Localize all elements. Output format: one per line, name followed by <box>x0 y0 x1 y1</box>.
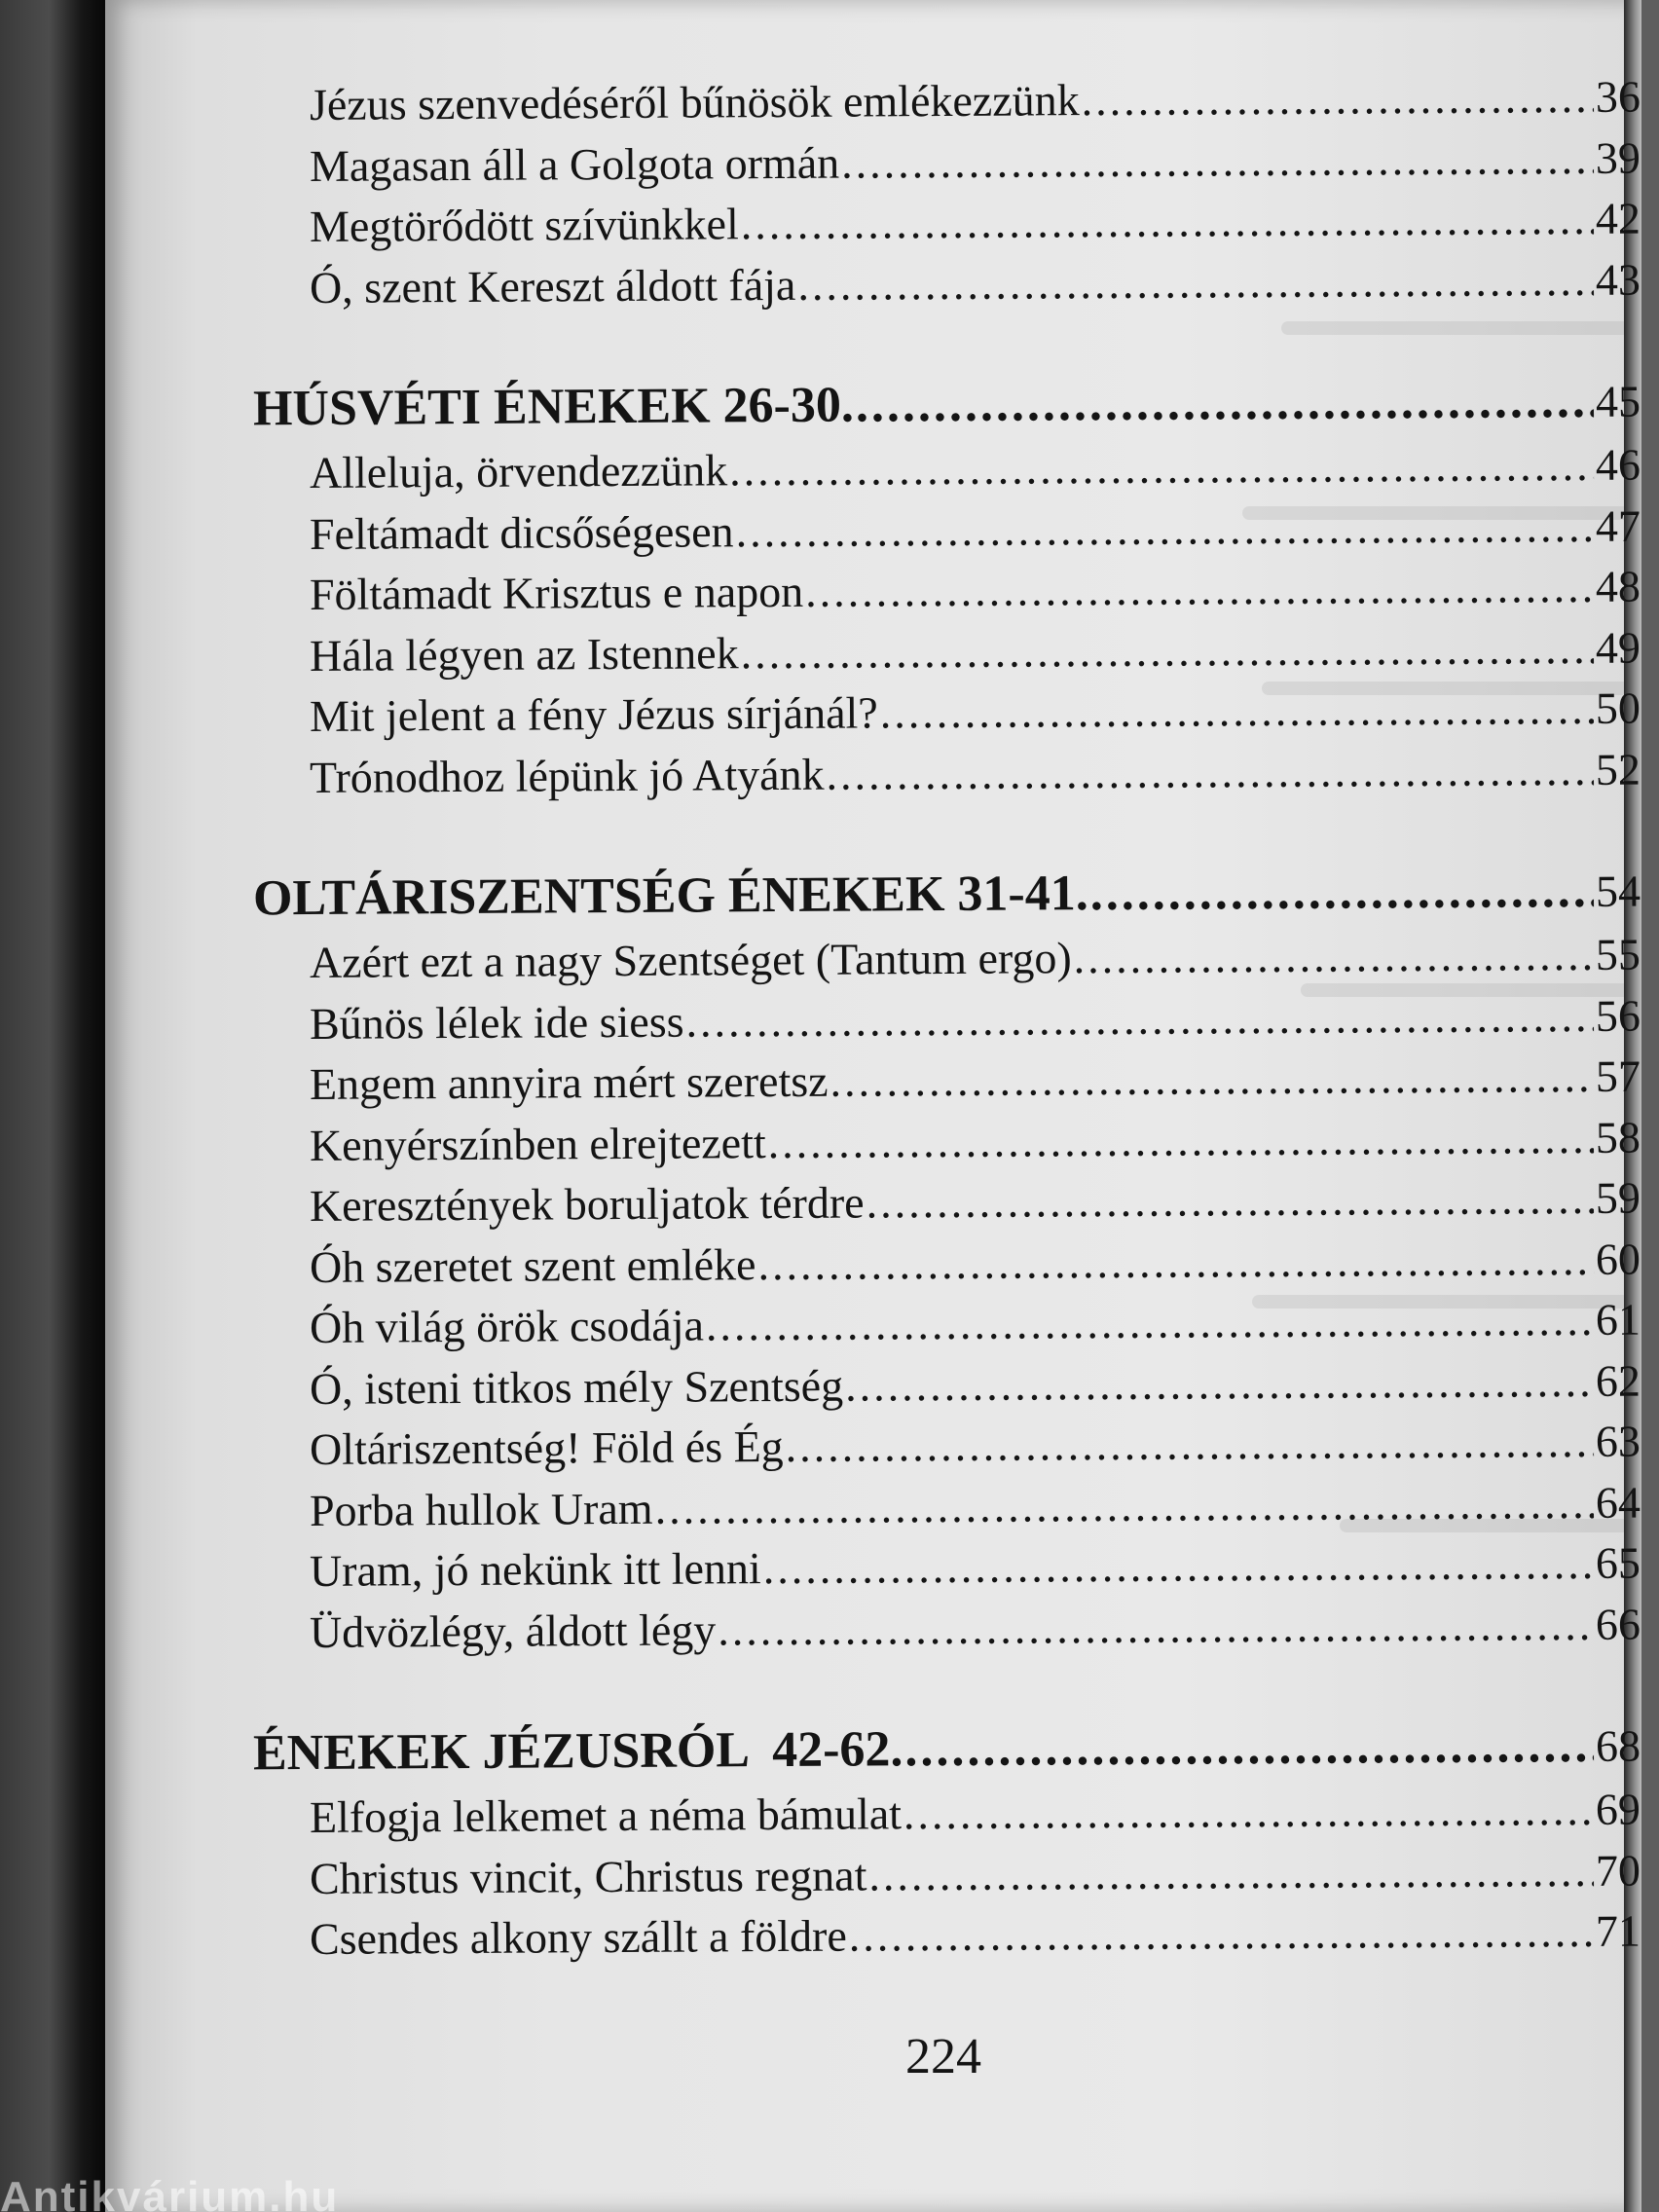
toc-entry <box>146 1412 1641 1482</box>
toc-entry-page: 46 <box>1595 439 1641 490</box>
dot-leader <box>826 739 1594 804</box>
toc-entry-page: 47 <box>1595 500 1641 551</box>
dot-leader <box>741 189 1595 255</box>
toc-entry-page: 48 <box>1595 561 1641 611</box>
toc-entry-title: Hála légyen az Istennek <box>309 627 739 681</box>
section-page: 54 <box>1595 866 1641 916</box>
toc-entry <box>146 1780 1641 1850</box>
toc-entry <box>146 1472 1641 1542</box>
dot-leader <box>849 1901 1595 1967</box>
section-page: 45 <box>1595 376 1641 426</box>
dot-leader <box>685 985 1594 1051</box>
toc-entry-page: 49 <box>1595 622 1641 673</box>
toc-entry-page: 63 <box>1595 1416 1641 1466</box>
toc-entry-page: 55 <box>1595 929 1641 979</box>
toc-entry-title: Ó, szent Kereszt áldott fája <box>309 259 796 313</box>
dot-leader <box>830 1047 1594 1112</box>
toc-entry-title: Elfogja lelkemet a néma bámulat <box>309 1788 903 1842</box>
toc-entry <box>146 679 1641 749</box>
toc-section-heading <box>146 857 1641 934</box>
toc-entry-page: 50 <box>1595 682 1641 733</box>
toc-entry <box>146 128 1641 198</box>
toc-entry-title: Óh szeretet szent emléke <box>309 1238 756 1292</box>
toc-entry-title: Csendes alkony szállt a földre <box>309 1910 847 1964</box>
section-page: 68 <box>1595 1720 1641 1771</box>
toc-entry-page: 56 <box>1595 990 1641 1041</box>
toc-entry-page: 59 <box>1595 1172 1641 1223</box>
dot-leader <box>856 367 1595 440</box>
dot-leader <box>880 679 1595 744</box>
dot-leader <box>841 128 1594 193</box>
dot-leader <box>845 1350 1594 1416</box>
toc-entry <box>146 1047 1641 1117</box>
dot-leader <box>735 496 1594 562</box>
toc-entry <box>146 557 1641 627</box>
toc-entry-page: 71 <box>1595 1905 1641 1956</box>
toc-entry-page: 66 <box>1595 1599 1641 1649</box>
toc-entry <box>146 435 1641 505</box>
toc-entry-title: Üdvözlégy, áldott légy <box>309 1604 717 1657</box>
toc-entry-title: Azért ezt a nagy Szentséget (Tantum ergo) <box>309 933 1072 987</box>
toc-entry-page: 39 <box>1595 132 1641 183</box>
toc-entry-title: Megtörődött szívünkkel <box>309 199 739 251</box>
toc-entry-title: Óh világ örök csodája <box>309 1300 705 1352</box>
toc-entry-page: 52 <box>1595 744 1641 794</box>
toc-entry <box>146 1229 1641 1299</box>
toc-entry-page: 61 <box>1595 1294 1641 1345</box>
dot-leader <box>868 1840 1594 1905</box>
toc-entry <box>146 67 1641 137</box>
toc-entry-title: Alleluja, örvendezzünk <box>309 445 728 498</box>
toc-entry <box>146 925 1641 995</box>
toc-entry-title: Kenyérszínben elrejtezett <box>309 1117 766 1170</box>
toc-entry-title: Mit jelent a fény Jézus sírjánál? <box>309 687 878 741</box>
toc-entry-page: 69 <box>1595 1784 1641 1834</box>
dot-leader <box>904 1712 1594 1784</box>
dot-leader <box>903 1780 1594 1845</box>
dot-leader <box>866 1168 1594 1234</box>
dot-leader <box>1081 67 1594 131</box>
page-number: 224 <box>905 2029 981 2084</box>
dot-leader <box>797 249 1594 314</box>
toc-entry-page: 62 <box>1595 1355 1641 1406</box>
toc-entry <box>146 1350 1641 1420</box>
toc-entry-page: 57 <box>1595 1051 1641 1101</box>
toc-entry-title: Feltámadt dicsőségesen <box>309 505 734 559</box>
section-title: OLTÁRISZENTSÉG ÉNEKEK 31-41. <box>252 866 1088 927</box>
toc-entry-page: 43 <box>1595 254 1641 305</box>
toc-entry-title: Jézus szenvedéséről bűnösök emlékezzünk <box>309 75 1080 129</box>
toc-entry-title: Uram, jó nekünk itt lenni <box>309 1543 761 1596</box>
toc-section-heading <box>146 1712 1641 1788</box>
toc-entry <box>146 1594 1641 1664</box>
toc-entry <box>146 496 1641 566</box>
watermark: Antikvárium.hu <box>0 2173 340 2212</box>
toc-entry <box>146 985 1641 1055</box>
toc-entry-title: Magasan áll a Golgota ormán <box>309 137 840 191</box>
dot-leader <box>805 557 1594 622</box>
toc-entry-title: Engem annyira mért szeretsz <box>309 1055 829 1109</box>
dot-leader <box>729 435 1594 501</box>
toc-entry-page: 65 <box>1595 1537 1641 1588</box>
dot-leader <box>768 1107 1595 1173</box>
toc-entry <box>146 1533 1641 1604</box>
dot-leader <box>654 1472 1594 1538</box>
toc-entry-page: 60 <box>1595 1234 1641 1284</box>
table-of-contents <box>146 71 1641 1972</box>
toc-entry <box>146 1290 1641 1360</box>
toc-entry <box>146 1107 1641 1177</box>
toc-entry-title: Christus vincit, Christus regnat <box>309 1849 867 1903</box>
dot-leader <box>763 1533 1595 1600</box>
toc-entry-page: 36 <box>1595 71 1641 122</box>
toc-entry-title: Porba hullok Uram <box>309 1483 653 1535</box>
toc-entry-title: Föltámadt Krisztus e napon <box>309 566 804 619</box>
toc-entry-page: 64 <box>1595 1477 1641 1528</box>
toc-entry-page: 58 <box>1595 1112 1641 1162</box>
toc-entry <box>146 1901 1641 1972</box>
section-title: ÉNEKEK JÉZUSRÓL 42-62. <box>252 1721 903 1782</box>
book-binding <box>0 0 109 2212</box>
toc-entry-page: 42 <box>1595 193 1641 243</box>
toc-entry-title: Ó, isteni titkos mély Szentség <box>309 1360 844 1414</box>
toc-entry <box>146 617 1641 687</box>
dot-leader <box>740 617 1594 683</box>
dot-leader <box>706 1290 1594 1356</box>
toc-section-heading <box>146 367 1641 444</box>
toc-entry-title: Keresztények boruljatok térdre <box>309 1177 865 1231</box>
toc-entry-title: Trónodhoz lépünk jó Atyánk <box>309 749 825 802</box>
toc-entry <box>146 1168 1641 1238</box>
toc-entry-title: Oltáriszentség! Föld és Ég <box>309 1421 784 1474</box>
dot-leader <box>786 1412 1595 1478</box>
toc-entry <box>146 189 1641 259</box>
dot-leader <box>1074 925 1595 989</box>
dot-leader <box>718 1594 1594 1660</box>
toc-entry <box>146 1840 1641 1910</box>
toc-entry <box>146 739 1641 809</box>
section-title: HÚSVÉTI ÉNEKEK 26-30. <box>252 377 855 437</box>
dot-leader <box>1090 857 1595 928</box>
toc-entry-page: 70 <box>1595 1845 1641 1896</box>
toc-entry <box>146 249 1641 319</box>
toc-entry-title: Bűnös lélek ide siess <box>309 996 684 1049</box>
dot-leader <box>757 1229 1594 1295</box>
